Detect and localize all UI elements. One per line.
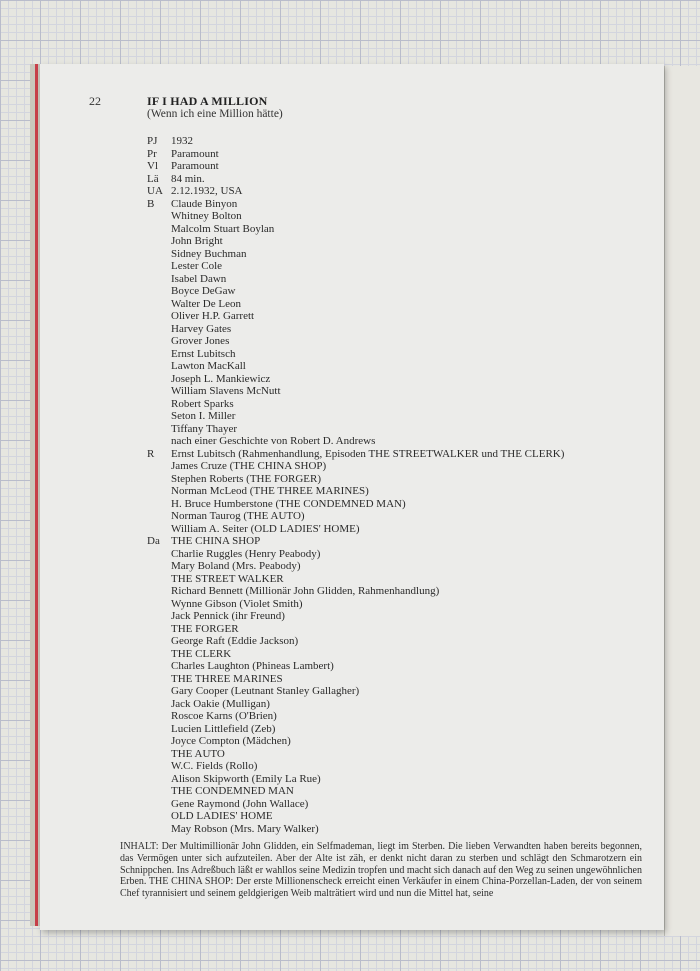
credit-row — [147, 748, 647, 761]
credit-row — [147, 785, 647, 798]
credit-row — [147, 185, 647, 198]
credit-value: 1932 — [171, 135, 193, 147]
credit-value: W.C. Fields (Rollo) — [171, 760, 258, 772]
credit-key: Pr — [147, 147, 157, 160]
credit-value: THE CLERK — [171, 647, 232, 660]
credit-row — [147, 735, 647, 748]
credit-value: Norman Taurog (THE AUTO) — [171, 510, 305, 522]
credit-row — [147, 573, 647, 586]
credit-row — [147, 510, 647, 523]
credit-row — [147, 210, 647, 223]
credit-key — [147, 723, 171, 736]
credit-key — [147, 410, 171, 423]
credit-row — [147, 360, 647, 373]
credit-value: Grover Jones — [171, 335, 230, 347]
credit-key — [147, 260, 171, 273]
credit-value: Charles Laughton (Phineas Lambert) — [171, 660, 334, 672]
credit-key — [147, 548, 171, 561]
credit-row — [147, 685, 647, 698]
credit-value: Oliver H.P. Garrett — [171, 310, 255, 322]
credit-row — [147, 298, 647, 311]
credit-key — [147, 310, 171, 323]
credit-key — [147, 235, 171, 248]
credit-row — [147, 548, 647, 561]
credit-value: Ernst Lubitsch — [171, 347, 236, 360]
credit-key: UA — [147, 185, 163, 197]
credit-value: Jack Pennick (ihr Freund) — [171, 610, 285, 622]
credit-value: Lucien Littlefield (Zeb) — [171, 722, 276, 735]
credit-key — [147, 423, 171, 436]
credit-key — [147, 573, 171, 586]
credit-row — [147, 660, 647, 673]
credit-key: Lä — [147, 172, 159, 185]
credit-row — [147, 623, 647, 636]
book-page — [40, 64, 664, 930]
credit-key — [147, 273, 171, 286]
credit-value: Harvey Gates — [171, 322, 232, 335]
credit-value: William Slavens McNutt — [171, 385, 281, 397]
credit-row — [147, 585, 647, 598]
credit-value: Boyce DeGaw — [171, 285, 236, 297]
credit-row — [147, 410, 647, 423]
credit-row — [147, 710, 647, 723]
credit-key: Da — [147, 535, 160, 547]
credit-value: 84 min. — [171, 172, 205, 185]
credit-row — [147, 823, 647, 836]
credit-key — [147, 210, 171, 223]
credit-row — [147, 235, 647, 248]
credit-row — [147, 385, 647, 398]
credit-row — [147, 273, 647, 286]
credit-key — [147, 510, 171, 523]
credit-value: THE CONDEMNED MAN — [171, 785, 294, 797]
credit-value: Charlie Ruggles (Henry Peabody) — [171, 547, 321, 560]
credit-value: Wynne Gibson (Violet Smith) — [171, 597, 303, 610]
credit-row — [147, 810, 647, 823]
film-title: IF I HAD A MILLION — [147, 94, 268, 108]
credit-key — [147, 485, 171, 498]
credit-value: John Bright — [171, 235, 223, 247]
credit-value: Paramount — [171, 160, 219, 172]
credit-key: PJ — [147, 135, 158, 147]
credit-value: George Raft (Eddie Jackson) — [171, 635, 299, 647]
credit-key — [147, 710, 171, 723]
credit-value: Joseph L. Mankiewicz — [171, 372, 271, 385]
credit-value: THE AUTO — [171, 747, 225, 760]
credit-key — [147, 398, 171, 411]
credit-value: Lester Cole — [171, 260, 223, 272]
credit-key — [147, 660, 171, 673]
credit-value: May Robson (Mrs. Mary Walker) — [171, 822, 319, 835]
credit-key — [147, 748, 171, 761]
credit-key — [147, 585, 171, 598]
credit-row — [147, 335, 647, 348]
credit-key — [147, 498, 171, 511]
credit-key — [147, 598, 171, 611]
credit-key: Vl — [147, 160, 158, 172]
credit-row — [147, 260, 647, 273]
credit-row — [147, 498, 647, 511]
credit-key — [147, 560, 171, 573]
credit-row — [147, 310, 647, 323]
credit-value: Walter De Leon — [171, 297, 241, 310]
credit-row — [147, 435, 647, 448]
credit-row — [147, 460, 647, 473]
credit-key — [147, 635, 171, 648]
credit-value: Stephen Roberts (THE FORGER) — [171, 472, 322, 485]
credit-row — [147, 423, 647, 436]
credit-key — [147, 673, 171, 686]
credit-value: Joyce Compton (Mädchen) — [171, 735, 291, 747]
credit-value: Roscoe Karns (O'Brien) — [171, 710, 277, 722]
credit-row — [147, 135, 647, 148]
credit-key — [147, 760, 171, 773]
credit-key — [147, 610, 171, 623]
credit-key — [147, 335, 171, 348]
credit-key — [147, 348, 171, 361]
credit-value: Norman McLeod (THE THREE MARINES) — [171, 485, 369, 497]
credit-key — [147, 460, 171, 473]
credit-row — [147, 610, 647, 623]
credit-value: Whitney Bolton — [171, 210, 242, 222]
credit-value: 2.12.1932, USA — [171, 185, 243, 197]
credit-value: Claude Binyon — [171, 197, 238, 210]
credit-value: Mary Boland (Mrs. Peabody) — [171, 560, 301, 572]
credit-key — [147, 698, 171, 711]
credit-row — [147, 523, 647, 536]
credit-key: B — [147, 197, 155, 210]
credit-row — [147, 535, 647, 548]
credit-key — [147, 648, 171, 661]
page-number: 22 — [89, 94, 101, 108]
credit-row — [147, 448, 647, 461]
credit-key — [147, 360, 171, 373]
credit-value: Malcolm Stuart Boylan — [171, 222, 275, 235]
credit-value: nach einer Geschichte von Robert D. Andrews — [171, 435, 376, 447]
credit-value: THE FORGER — [171, 622, 239, 635]
credit-value: THE THREE MARINES — [171, 672, 283, 685]
credit-row — [147, 485, 647, 498]
credit-value: Alison Skipworth (Emily La Rue) — [171, 772, 321, 785]
credit-value: Sidney Buchman — [171, 247, 247, 260]
credit-key — [147, 473, 171, 486]
credit-value: Tiffany Thayer — [171, 422, 238, 435]
credit-row — [147, 373, 647, 386]
credit-key — [147, 285, 171, 298]
credit-key — [147, 298, 171, 311]
credit-row — [147, 248, 647, 261]
credit-key: R — [147, 447, 155, 460]
credit-key — [147, 435, 171, 448]
credit-value: THE CHINA SHOP — [171, 535, 261, 547]
credit-row — [147, 160, 647, 173]
credit-key — [147, 623, 171, 636]
credit-value: Seton I. Miller — [171, 410, 236, 422]
credit-key — [147, 385, 171, 398]
credit-row — [147, 323, 647, 336]
credit-row — [147, 285, 647, 298]
credit-row — [147, 798, 647, 811]
credit-key — [147, 248, 171, 261]
synopsis-paragraph: INHALT: Der Multimillionär John Glidden, ein Selfmademan, liegt im Sterben. Die lieben Verwandten haben bereits begonnen, das Vermögen unter sich aufzuteilen. Aber der Alte ist zäh, er denkt nicht daran zu sterben und schlägt den Schmarotzern ein Schnippchen. Ins Adreßbuch läßt er wahllos seine Medizin tropfen und macht sich danach auf den Weg zu seinen ungewöhnlichen Erben. THE CHINA SHOP: Der erste Millionenscheck erreicht einen Verkäufer in einem China-Porzellan-Laden, der von seinem Chef tyrannisiert und seinem geldgierigen Weib malträtiert wird und nun die Mittel hat, seine — [120, 841, 642, 900]
credit-value: THE STREET WALKER — [171, 572, 284, 585]
credit-value: William A. Seiter (OLD LADIES' HOME) — [171, 522, 360, 535]
credit-key — [147, 798, 171, 811]
credit-row — [147, 648, 647, 661]
credit-row — [147, 198, 647, 211]
credit-value: Jack Oakie (Mulligan) — [171, 697, 270, 710]
credit-row — [147, 698, 647, 711]
credit-value: Paramount — [171, 147, 219, 160]
credit-row — [147, 398, 647, 411]
credit-key — [147, 785, 171, 798]
credit-row — [147, 773, 647, 786]
credit-value: H. Bruce Humberstone (THE CONDEMNED MAN) — [171, 497, 406, 510]
facing-page-edge — [664, 66, 700, 936]
credit-value: James Cruze (THE CHINA SHOP) — [171, 460, 327, 472]
spine-red-edge — [35, 64, 38, 926]
credit-row — [147, 598, 647, 611]
credit-row — [147, 348, 647, 361]
credits-list — [147, 135, 647, 835]
credit-key — [147, 523, 171, 536]
credit-row — [147, 723, 647, 736]
credit-row — [147, 148, 647, 161]
credit-row — [147, 223, 647, 236]
credit-value: Ernst Lubitsch (Rahmenhandlung, Episoden THE STREETWALKER und THE CLERK) — [171, 447, 565, 460]
credit-key — [147, 223, 171, 236]
credit-key — [147, 735, 171, 748]
credit-row — [147, 560, 647, 573]
credit-value: Isabel Dawn — [171, 272, 227, 285]
credit-key — [147, 773, 171, 786]
film-subtitle: (Wenn ich eine Million hätte) — [147, 108, 283, 120]
credit-key — [147, 810, 171, 823]
credit-key — [147, 823, 171, 836]
credit-value: Robert Sparks — [171, 397, 234, 410]
credit-row — [147, 760, 647, 773]
credit-value: Gene Raymond (John Wallace) — [171, 797, 309, 810]
credit-row — [147, 673, 647, 686]
credit-row — [147, 473, 647, 486]
credit-row — [147, 635, 647, 648]
credit-key — [147, 373, 171, 386]
credit-value: Gary Cooper (Leutnant Stanley Gallagher) — [171, 685, 360, 697]
credit-row — [147, 173, 647, 186]
credit-key — [147, 685, 171, 698]
credit-key — [147, 323, 171, 336]
credit-value: OLD LADIES' HOME — [171, 810, 273, 822]
credit-value: Lawton MacKall — [171, 360, 246, 372]
credit-value: Richard Bennett (Millionär John Glidden, Rahmenhandlung) — [171, 585, 440, 597]
